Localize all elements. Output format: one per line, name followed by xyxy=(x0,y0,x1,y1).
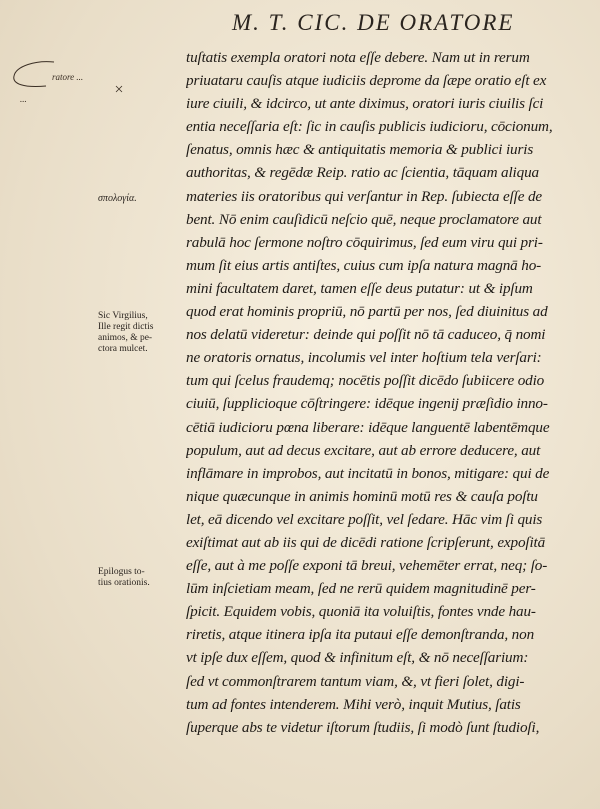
text-line: tum ad fontes intenderem. Mihi verò, inquit Mutius, ſatis xyxy=(186,695,521,713)
margin-note-line: Epilogus to- xyxy=(98,567,145,577)
text-line: ſuperque abs te videtur iſtorum ſtudiis, ſi modò ſunt ſtudioſi, xyxy=(186,718,540,736)
text-line: entia neceſſaria eſt: ſic in cauſis publicis iudicioru, cōcionum, xyxy=(186,118,553,136)
text-line: authoritas, & regēdæ Reip. ratio ac ſcientia, tāquam aliqua xyxy=(186,164,539,182)
margin-note-epilogus xyxy=(98,567,184,589)
text-line: ne oratoris ornatus, incolumis vel inter hoſtium tela verſari: xyxy=(186,349,542,367)
text-line: populum, aut ad decus excitare, aut ab errore deducere, aut xyxy=(186,441,541,459)
text-line: ſenatus, omnis hæc & antiquitatis memoria & publici iuris xyxy=(186,141,534,159)
margin-note-line: Ille regit dictis xyxy=(98,322,154,332)
text-line: exiſtimat aut ab iis qui de dicēdi ratione ſcripſerunt, expoſitā xyxy=(186,533,546,551)
text-line: rabulā hoc ſermone noſtro cōquirimus, ſed eum viru qui pri- xyxy=(186,233,543,251)
margin-note-line: Sic Virgilius, xyxy=(98,311,148,321)
text-line: mini facultatem daret, tamen eſſe deus putatur: ut & ipſum xyxy=(186,279,533,297)
manuscript-note-1: ratore ... xyxy=(52,72,84,82)
text-line: tum qui ſcelus fraudemq; nocētis poſſit dicēdo ſubiicere odio xyxy=(186,372,545,390)
text-line: nique quæcunque in animis hominū motū res & cauſa poſtu xyxy=(186,487,538,505)
text-line: nos delatū videretur: deinde qui poſſit nō tā caduceo, q̄ nomi xyxy=(186,326,546,344)
text-line: inflāmare in improbos, aut incitatū in bonos, mitigare: qui de xyxy=(186,464,550,482)
margin-note-line: tius orationis. xyxy=(98,578,150,588)
margin-note-line: animos, & pe- xyxy=(98,333,153,343)
running-header: M. T. CIC. DE ORATORE xyxy=(232,10,515,35)
text-line: let, eā dicendo vel excitare poſſit, vel ſedare. Hāc vim ſi quis xyxy=(186,510,543,528)
margin-note-line: ctora mulcet. xyxy=(98,344,148,354)
text-line: ciuiū, ſupplicioque cōſtringere: idēque ingenij præſidio inno- xyxy=(186,395,548,413)
margin-note-virgil xyxy=(98,311,184,355)
manuscript-note-2: ... xyxy=(20,94,27,104)
body-text xyxy=(186,46,582,739)
text-line: mum ſit eius artis antiſtes, cuius cum ipſa natura magnā ho- xyxy=(186,256,542,274)
text-line: vt ipſe dux eſſem, quod & infinitum eſt, & nō neceſſarium: xyxy=(186,649,529,667)
text-line: materies iis oratoribus qui verſantur in Rep. ſubiecta eſſe de xyxy=(186,187,542,205)
text-line: bent. Nō enim cauſidicū neſcio quē, neque proclamatore aut xyxy=(186,210,542,228)
text-line: eſſe, aut à me poſſe exponi tā breui, vehemēter errat, neq; ſo- xyxy=(186,557,548,575)
manuscript-annotation xyxy=(6,56,186,116)
margin-note-greek: σπολογία. xyxy=(98,193,137,204)
text-line: cētiā iudicioru pœna liberare: idēque languentē labentēmque xyxy=(186,418,550,436)
text-line: lūm inſcietiam meam, ſed ne rerū quidem magnitudinē per- xyxy=(186,580,536,598)
text-line: iure ciuili, & idcirco, ut ante diximus, oratori iuris ciuilis ſci xyxy=(186,95,544,113)
text-line: ſed vt commonſtrarem tantum viam, &, vt fieri ſolet, digi- xyxy=(186,672,525,690)
text-line: priuataru cauſis atque iudiciis deprome da ſæpe oratio eſt ex xyxy=(186,72,547,90)
text-line: ſpicit. Equidem vobis, quoniā ita voluiſtis, fontes vnde hau- xyxy=(186,603,536,621)
text-line: riretis, atque itinera ipſa ita putaui eſſe demonſtranda, non xyxy=(186,626,535,644)
text-line: quod erat hominis propriū, nō partū per nos, ſed diuinitus ad xyxy=(186,303,548,321)
text-line: tuſtatis exempla oratori nota eſſe debere. Nam ut in rerum xyxy=(186,49,530,66)
